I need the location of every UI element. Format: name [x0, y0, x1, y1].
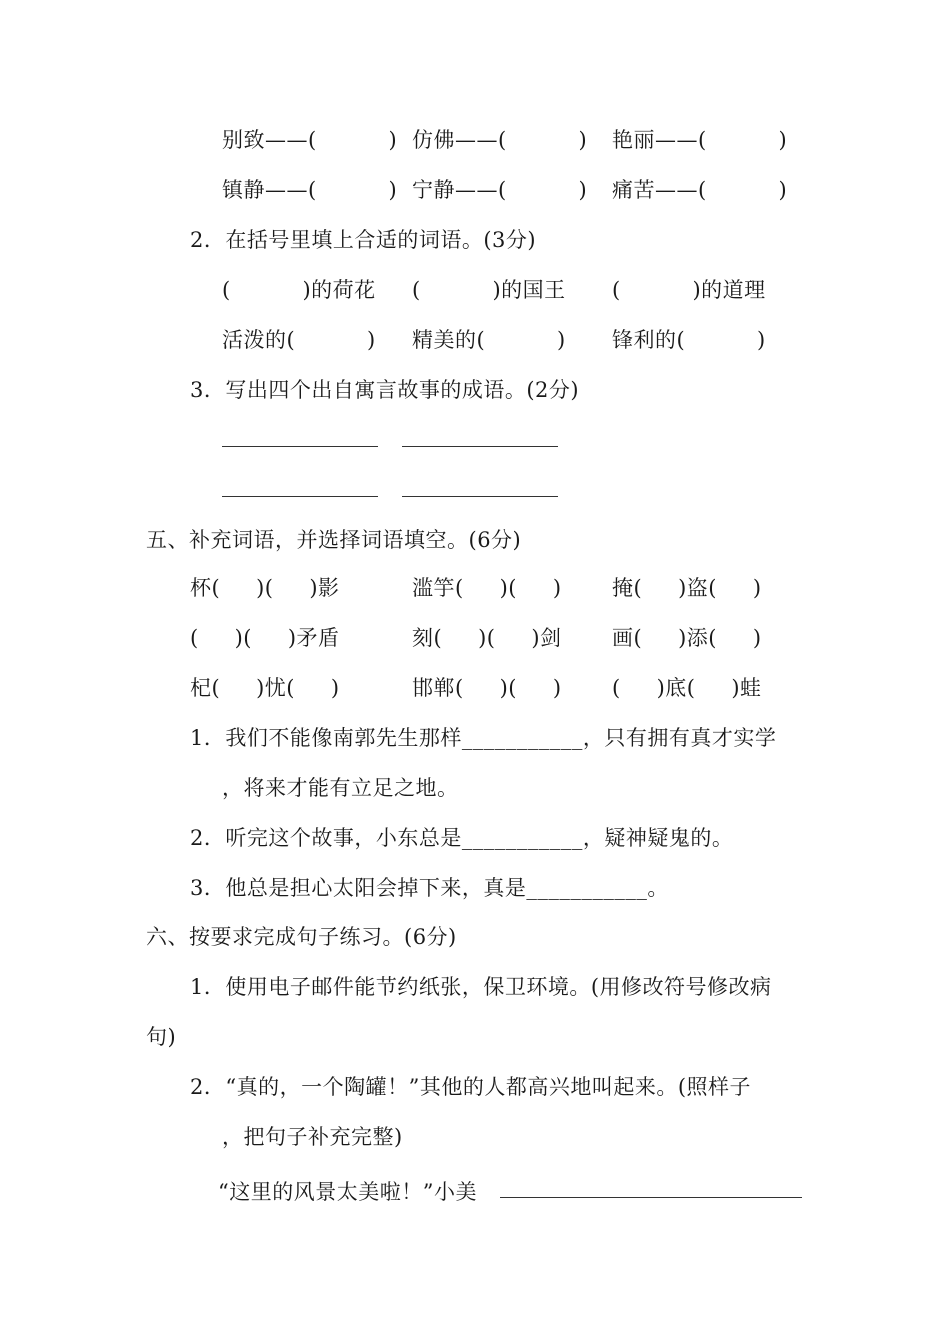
q2-item-guowang: ( )的国王: [412, 278, 566, 302]
section-5-heading: 五、补充词语，并选择词语填空。(6分): [146, 528, 522, 552]
q2-item-fengli: 锋利的( ): [612, 328, 766, 352]
idiom-item: ( )( )矛盾: [190, 626, 340, 650]
question-2-prompt: 2．在括号里填上合适的词语。(3分): [190, 228, 537, 252]
synonym-item-zhenjing: 镇静——( ): [222, 178, 398, 202]
synonym-item-fangfu: 仿佛——( ): [412, 128, 588, 152]
fill-sentence-3: 3．他总是担心太阳会掉下来，真是___________。: [190, 876, 669, 900]
q2-item-daoli: ( )的道理: [612, 278, 766, 302]
idiom-item: 画( )添( ): [612, 626, 762, 650]
idiom-item: ( )底( )蛙: [612, 676, 762, 700]
synonym-item-tongku: 痛苦——( ): [612, 178, 788, 202]
idiom-item: 邯郸( )( ): [412, 676, 562, 700]
sentence-task-1: 1．使用电子邮件能节约纸张，保卫环境。(用修改符号修改病: [190, 975, 772, 999]
synonym-item-biezhi: 别致——( ): [222, 128, 398, 152]
sentence-task-2-example: “这里的风景太美啦！”小美: [218, 1180, 477, 1204]
synonym-item-yanli: 艳丽——( ): [612, 128, 788, 152]
fill-sentence-1: 1．我们不能像南郭先生那样___________，只有拥有真才实学: [190, 726, 777, 750]
q2-item-huopo: 活泼的( ): [222, 328, 376, 352]
q2-item-hehua: ( )的荷花: [222, 278, 376, 302]
fill-sentence-1-continued: ，将来才能有立足之地。: [222, 776, 459, 800]
answer-blank-4[interactable]: [402, 496, 558, 497]
section-6-heading: 六、按要求完成句子练习。(6分): [146, 925, 457, 949]
synonym-item-ningjing: 宁静——( ): [412, 178, 588, 202]
sentence-task-2-continued: ，把句子补充完整): [222, 1125, 403, 1149]
idiom-item: 刻( )( )剑: [412, 626, 562, 650]
answer-blank-2[interactable]: [402, 446, 558, 447]
fill-sentence-2: 2．听完这个故事，小东总是___________，疑神疑鬼的。: [190, 826, 734, 850]
answer-blank-sentence[interactable]: [500, 1197, 802, 1198]
answer-blank-3[interactable]: [222, 496, 378, 497]
idiom-item: 杞( )忧( ): [190, 676, 340, 700]
question-3-prompt: 3．写出四个出自寓言故事的成语。(2分): [190, 378, 580, 402]
q2-item-jingmei: 精美的( ): [412, 328, 566, 352]
idiom-item: 掩( )盗( ): [612, 576, 762, 600]
sentence-task-1-continued: 句): [146, 1025, 177, 1049]
answer-blank-1[interactable]: [222, 446, 378, 447]
idiom-item: 滥竽( )( ): [412, 576, 562, 600]
idiom-item: 杯( )( )影: [190, 576, 340, 600]
sentence-task-2: 2．“真的，一个陶罐！”其他的人都高兴地叫起来。(照样子: [190, 1075, 752, 1099]
